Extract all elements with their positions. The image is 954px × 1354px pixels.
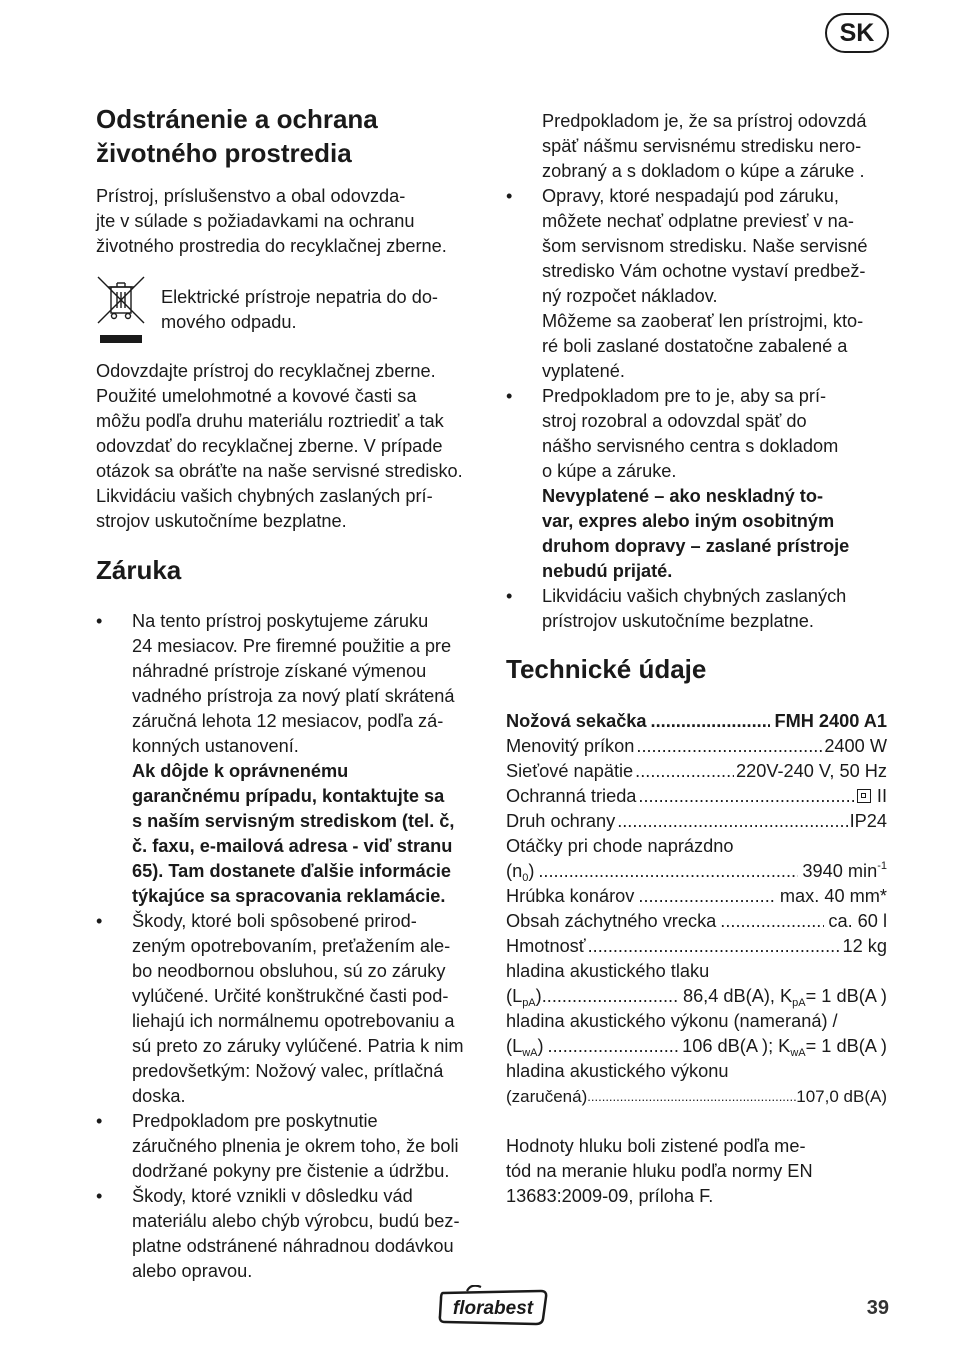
spec-row-speed-label bbox=[506, 834, 887, 859]
text-line: záručného plnenia je okrem toho, že boli bbox=[132, 1136, 459, 1156]
text-line: o kúpe a záruke. bbox=[542, 461, 677, 481]
text-line: tód na meranie hluku podľa normy EN bbox=[506, 1161, 813, 1181]
text-line: stroj rozobral a odovzdal späť do bbox=[542, 411, 807, 431]
brand-text: florabest bbox=[452, 1298, 534, 1319]
text-line: platne odstránené náhradnou dodávkou bbox=[132, 1236, 454, 1256]
spec-label: Menovitý príkon bbox=[506, 736, 635, 756]
text-line: zeným opotrebovaním, preťažením ale- bbox=[132, 936, 451, 956]
text-line: 13683:2009-09, príloha F. bbox=[506, 1186, 714, 1206]
text-line: bo neodbornou obsluhou, sú zo záruky bbox=[132, 961, 446, 981]
text-line: Likvidáciu vašich chybných zaslaných bbox=[542, 586, 847, 606]
spec-value: = 1 dB(A ) bbox=[805, 986, 887, 1006]
text-line: vylúčené. Určité konštrukčné časti pod- bbox=[132, 986, 449, 1006]
text-line: Likvidáciu vašich chybných zaslaných prí- bbox=[96, 486, 433, 506]
text-line: Hodnoty hluku boli zistené podľa me- bbox=[506, 1136, 806, 1156]
spec-label: Ochranná trieda bbox=[506, 786, 637, 806]
spec-row-bag bbox=[506, 909, 887, 934]
text-line: Elektrické prístroje nepatria do do- bbox=[161, 287, 438, 307]
text-line: späť nášmu servisnému stredisku nero- bbox=[542, 136, 862, 156]
warranty-heading: Záruka bbox=[96, 555, 182, 585]
spec-label: (zaručená) bbox=[506, 1087, 588, 1106]
text-line: sú preto zo záruky vylúčené. Patria k nim bbox=[132, 1036, 464, 1056]
text-line: môžete nechať odplatne previesť v na- bbox=[542, 211, 854, 231]
text-line: strojov uskutočníme bezplatne. bbox=[96, 511, 347, 531]
spec-row-lwa-g bbox=[506, 1084, 887, 1109]
spec-subscript: wA bbox=[522, 1047, 538, 1059]
spec-label: hladina akustického tlaku bbox=[506, 961, 710, 981]
spec-row-lwa-label bbox=[506, 1009, 887, 1034]
noise-note bbox=[506, 1134, 813, 1209]
spec-symbol: L bbox=[512, 1036, 523, 1056]
text-line: Na tento prístroj poskytujeme záruku bbox=[132, 611, 429, 631]
spec-label: Sieťové napätie bbox=[506, 761, 634, 781]
text-line: ný rozpočet nákladov. bbox=[542, 286, 718, 306]
bullet: • bbox=[96, 1111, 103, 1131]
spec-row-lpa: $(L_{pA})$ ..... 86,4 dB(A), $K_{pA}= 1$ dB(A ) bbox=[506, 984, 887, 1009]
text-line: alebo opravou. bbox=[132, 1261, 253, 1281]
spec-label: Hrúbka konárov bbox=[506, 886, 635, 906]
text-line-bold: nebudú prijaté. bbox=[542, 561, 673, 581]
text-line-bold: Nevyplatené – ako neskladný to- bbox=[542, 486, 824, 506]
disposal-body bbox=[96, 359, 463, 534]
spec-value: FMH 2400 A1 bbox=[774, 711, 887, 731]
text-line: Škody, ktoré boli spôsobené prirod- bbox=[132, 911, 417, 931]
spec-value: ca. 60 l bbox=[828, 911, 887, 931]
spec-value: 106 dB(A ); K bbox=[682, 1036, 791, 1056]
text-line: Škody, ktoré vznikli v dôsledku vád bbox=[132, 1186, 413, 1206]
disposal-intro bbox=[96, 184, 447, 259]
florabest-logo bbox=[437, 1285, 549, 1327]
text-line: Použité umelohmotné a kovové časti sa bbox=[96, 386, 417, 406]
text-line: Prístroj, príslušenstvo a obal odovzda- bbox=[96, 186, 406, 206]
text-line-bold: Ak dôjde k oprávnenému bbox=[132, 761, 349, 781]
warranty-continuation bbox=[542, 109, 867, 184]
spec-label: Druh ochrany bbox=[506, 811, 616, 831]
page-number: 39 bbox=[866, 1297, 889, 1319]
text-line: liehajú ich normálnemu opotrebovaniu a bbox=[132, 1011, 455, 1031]
text-line: konných ustanovení. bbox=[132, 736, 299, 756]
spec-value: 3940 min bbox=[802, 861, 878, 881]
text-line: Odovzdajte prístroj do recyklačnej zberne. bbox=[96, 361, 436, 381]
bullet: • bbox=[506, 586, 513, 606]
text-line: dodržané pokyny pre čistenie a údržbu. bbox=[132, 1161, 450, 1181]
text-line-bold: garančnému prípadu, kontaktujte sa bbox=[132, 786, 445, 806]
spec-subscript: 0 bbox=[522, 872, 529, 884]
spec-row-speed: $(n_0)$ ..... 3940 $\min^{-1}$ bbox=[506, 859, 887, 884]
class-ii-icon bbox=[857, 789, 871, 803]
spec-row-voltage bbox=[506, 759, 887, 784]
spec-row-lwa-g-label bbox=[506, 1059, 887, 1084]
text-line: doska. bbox=[132, 1086, 186, 1106]
text-line: nášho servisného centra s dokladom bbox=[542, 436, 839, 456]
spec-subscript: wA bbox=[790, 1047, 806, 1059]
text-line-bold: 65). Tam dostanete ďalšie informácie bbox=[132, 861, 451, 881]
text-line-bold: druhom dopravy – zaslané prístroje bbox=[542, 536, 850, 556]
spec-value: 86,4 dB(A), K bbox=[682, 986, 793, 1006]
text-line-bold: č. faxu, e-mailová adresa - viď stranu bbox=[132, 836, 453, 856]
language-badge: SK bbox=[825, 13, 889, 53]
bullet: • bbox=[96, 611, 103, 631]
text-line: otázok sa obráťte na naše servisné stredisko. bbox=[96, 461, 463, 481]
text-line: Predpokladom pre poskytnutie bbox=[132, 1111, 378, 1131]
bullet: • bbox=[506, 186, 513, 206]
spec-label: Obsah záchytného vrecka bbox=[506, 911, 717, 931]
spec-row-lwa: $(L_{wA})$ ..... 106 dB(A ); $K_{wA}= 1$ dB(A ) bbox=[506, 1034, 887, 1059]
spec-label: Otáčky pri chode naprázdno bbox=[506, 836, 734, 856]
bullet: • bbox=[96, 1186, 103, 1206]
spec-superscript: -1 bbox=[877, 860, 887, 872]
spec-value: 2400 W bbox=[824, 736, 887, 756]
spec-row-weight bbox=[506, 934, 887, 959]
bullet: • bbox=[506, 386, 513, 406]
disposal-heading bbox=[96, 102, 480, 170]
text-line: Môžeme sa zaoberať len prístrojmi, kto- bbox=[542, 311, 864, 331]
spec-row-branch bbox=[506, 884, 887, 909]
text-line: mového odpadu. bbox=[161, 312, 297, 332]
spec-row-class bbox=[506, 784, 887, 809]
text-line: Opravy, ktoré nespadajú pod záruku, bbox=[542, 186, 839, 206]
spec-subscript: pA bbox=[792, 997, 806, 1009]
text-line: materiálu alebo chýb výrobcu, budú bez- bbox=[132, 1211, 460, 1231]
text-line: odovzdať do recyklačnej zberne. V prípade bbox=[96, 436, 443, 456]
weee-text bbox=[161, 285, 438, 335]
text-line: životného prostredia do recyklačnej zberne. bbox=[96, 236, 447, 256]
spec-value: = 1 dB(A ) bbox=[805, 1036, 887, 1056]
text-line: Predpokladom pre to je, aby sa prí- bbox=[542, 386, 827, 406]
tech-heading: Technické údaje bbox=[506, 654, 707, 684]
text-line: môžu podľa druhu materiálu roztriediť a tak bbox=[96, 411, 444, 431]
spec-subscript: pA bbox=[522, 997, 536, 1009]
text-line: šom servisnom stredisku. Naše servisné bbox=[542, 236, 868, 256]
text-line: vyplatené. bbox=[542, 361, 625, 381]
spec-label: Nožová sekačka bbox=[506, 711, 647, 731]
text-line: 24 mesiacov. Pre firemné použitie a pre bbox=[132, 636, 452, 656]
text-line: záručná lehota 12 mesiacov, podľa zá- bbox=[132, 711, 444, 731]
spec-label: hladina akustického výkonu bbox=[506, 1061, 729, 1081]
text-line: náhradné prístroje získané výmenou bbox=[132, 661, 427, 681]
spec-row-ip bbox=[506, 809, 887, 834]
spec-value: II bbox=[876, 786, 887, 806]
bullet: • bbox=[96, 911, 103, 931]
spec-label: Hmotnosť bbox=[506, 936, 586, 956]
text-line: Predpokladom je, že sa prístroj odovzdá bbox=[542, 111, 867, 131]
text-line: vadného prístroja za nový platí skrátená bbox=[132, 686, 455, 706]
crossed-out-bin-icon bbox=[96, 275, 146, 345]
text-line: predovšetkým: Nožový valec, prítlačná bbox=[132, 1061, 444, 1081]
spec-symbol: n bbox=[512, 861, 523, 881]
spec-value: max. 40 mm* bbox=[779, 886, 887, 906]
text-line: stredisko Vám ochotne vystaví predbež- bbox=[542, 261, 866, 281]
disposal-heading-line2: životného prostredia bbox=[96, 138, 352, 168]
text-line: prístrojov uskutočníme bezplatne. bbox=[542, 611, 814, 631]
text-line-bold: s naším servisným strediskom (tel. č, bbox=[132, 811, 455, 831]
text-line: ré boli zaslané dostatočne zabalené a bbox=[542, 336, 848, 356]
spec-row-power bbox=[506, 734, 887, 759]
spec-value: 12 kg bbox=[842, 936, 887, 956]
spec-row-lpa-label bbox=[506, 959, 887, 984]
spec-value: 220V-240 V, 50 Hz bbox=[735, 761, 887, 781]
text-line: jte v súlade s požiadavkami na ochranu bbox=[96, 211, 415, 231]
text-line: zobraný a s dokladom o kúpe a záruke . bbox=[542, 161, 865, 181]
spec-value: 107,0 dB(A) bbox=[796, 1087, 887, 1106]
text-line-bold: týkajúce sa spracovania reklamácie. bbox=[132, 886, 446, 906]
spec-value: IP24 bbox=[849, 811, 887, 831]
spec-symbol: L bbox=[512, 986, 523, 1006]
disposal-heading-line1: Odstránenie a ochrana bbox=[96, 104, 378, 134]
spec-label: hladina akustického výkonu (nameraná) / bbox=[506, 1011, 838, 1031]
spec-row-model bbox=[506, 709, 887, 734]
text-line-bold: var, expres alebo iným osobitným bbox=[542, 511, 835, 531]
